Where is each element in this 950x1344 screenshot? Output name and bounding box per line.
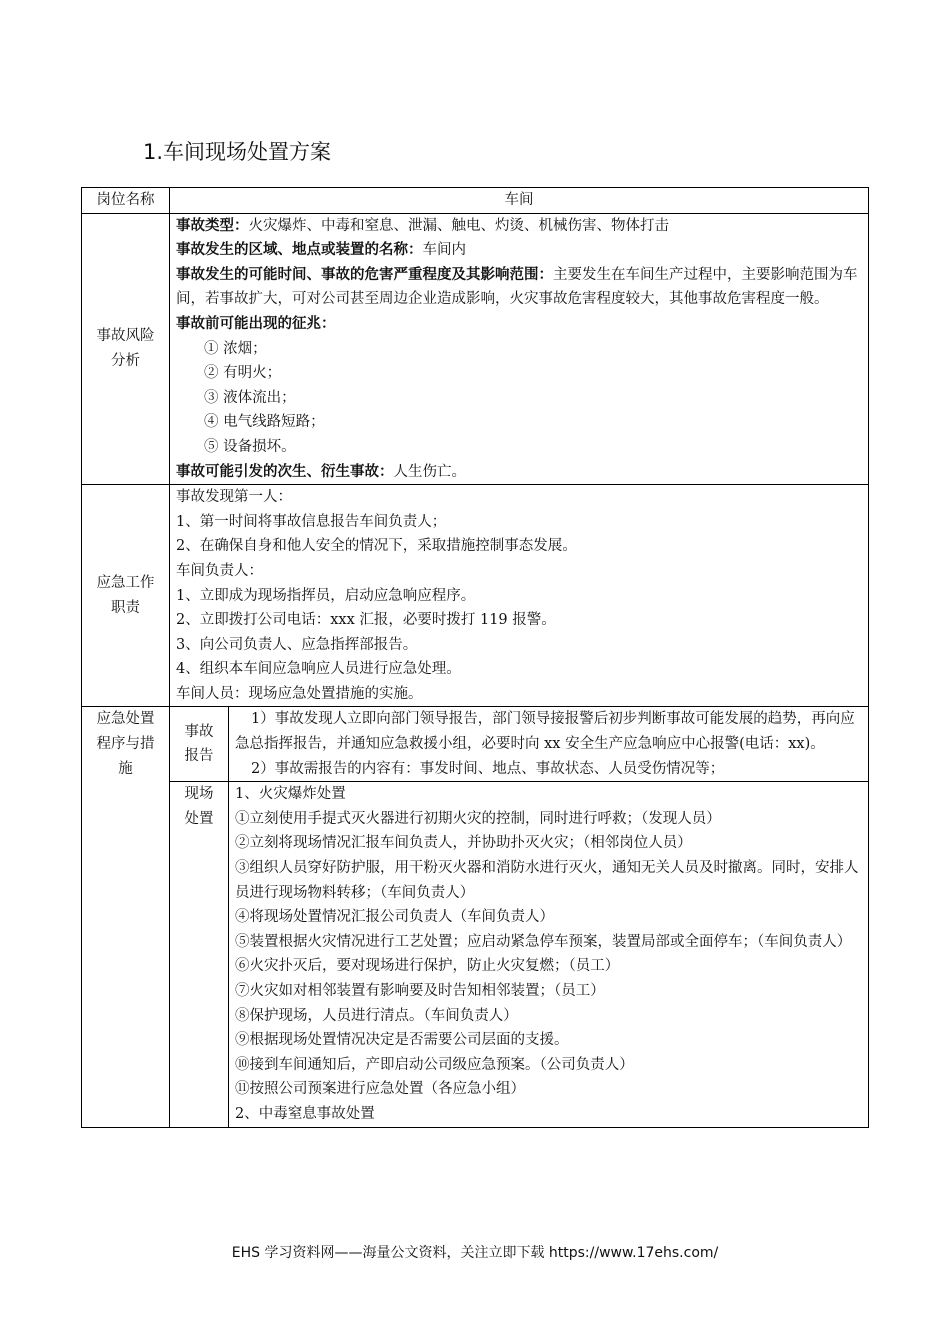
report-label: 事故 报告: [170, 707, 229, 782]
report-content: [229, 707, 869, 782]
duty-line: 2、立即拨打公司电话：xxx 汇报，必要时拨打 119 报警。: [176, 612, 556, 629]
site-item: ②立刻将现场情况汇报车间负责人，并协助扑灭火灾；（相邻岗位人员）: [235, 835, 692, 852]
site-item: ⑤装置根据火灾情况进行工艺处置；应启动紧急停车预案，装置局部或全面停车；（车间负责人）: [235, 933, 852, 950]
page-title: 1.车间现场处置方案: [143, 140, 332, 164]
duty-line: 车间人员：现场应急处置措施的实施。: [176, 685, 423, 702]
duty-content: [170, 485, 869, 707]
site-item: ⑦火灾如对相邻装置有影响要及时告知相邻装置；（员工）: [235, 983, 605, 999]
site-heading-2: 2、中毒窒息事故处置: [235, 1105, 375, 1122]
site-item: ⑥火灾扑灭后，要对现场进行保护，防止火灾复燃；（员工）: [235, 958, 620, 975]
signs-heading: 事故前可能出现的征兆：: [176, 314, 336, 332]
site-heading: 1、火灾爆炸处置: [235, 786, 346, 803]
header-value: 车间: [170, 188, 869, 214]
report-item: 1）事故发现人立即向部门领导报告，部门领导接报警后初步判断事故可能发展的趋势，再向应急总指挥报告，并通知应急救援小组，必要时向 xx 安全生产应急响应中心报警(电话：xx)。: [235, 711, 855, 753]
site-item: ③组织人员穿好防护服，用干粉灭火器和消防水进行灭火，通知无关人员及时撤离。同时，安排人员进行现场物料转移；（车间负责人）: [235, 860, 859, 901]
duty-line: 1、立即成为现场指挥员，启动应急响应程序。: [176, 587, 476, 604]
site-label: 现场 处置: [170, 782, 229, 1127]
list-item: ④ 电气线路短路；: [204, 414, 325, 431]
duty-line: 车间负责人：: [176, 562, 263, 579]
duty-line: 4、组织本车间应急响应人员进行应急处理。: [176, 661, 461, 678]
header-label: 岗位名称: [82, 188, 170, 214]
duty-line: 3、向公司负责人、应急指挥部报告。: [176, 636, 418, 653]
emergency-plan-table: [81, 187, 869, 1128]
accident-area: 事故发生的区域、地点或装置的名称：车间内: [176, 241, 466, 259]
site-item: ④将现场处置情况汇报公司负责人（车间负责人）: [235, 909, 554, 926]
list-item: ③ 液体流出；: [204, 389, 296, 406]
table-row: [82, 782, 869, 1127]
risk-label: 事故风险 分析: [82, 213, 170, 485]
accident-time: 事故发生的可能时间、事故的危害严重程度及其影响范围：主要发生在车间生产过程中，主要影响范围为车间，若事故扩大，可对公司甚至周边企业造成影响，火灾事故危害程度较大，其他事故危害程度一般。: [176, 265, 858, 308]
site-item: ⑨根据现场处置情况决定是否需要公司层面的支援。: [235, 1032, 569, 1049]
list-item: ① 浓烟；: [204, 340, 267, 357]
site-item: ⑩接到车间通知后，产即启动公司级应急预案。（公司负责人）: [235, 1056, 634, 1073]
duty-line: 1、第一时间将事故信息报告车间负责人；: [176, 513, 447, 530]
risk-content: [170, 213, 869, 485]
procedure-label: 应急处置 程序与措 施: [82, 707, 170, 1127]
site-content: [229, 782, 869, 1127]
duty-line: 2、在确保自身和他人安全的情况下，采取措施控制事态发展。: [176, 538, 577, 555]
accident-type: 事故类型：火灾爆炸、中毒和窒息、泄漏、触电、灼烫、机械伤害、物体打击: [176, 216, 669, 234]
duty-line: 事故发现第一人：: [176, 489, 292, 506]
table-row: [82, 707, 869, 782]
table-row: [82, 485, 869, 707]
table-row: [82, 213, 869, 485]
report-item: 2）事故需报告的内容有：事发时间、地点、事故状态、人员受伤情况等；: [251, 760, 725, 777]
secondary-accident: 事故可能引发的次生、衍生事故：人生伤亡。: [176, 462, 466, 480]
table-row: [82, 188, 869, 214]
list-item: ⑤ 设备损坏。: [204, 438, 296, 455]
site-item: ⑧保护现场，人员进行清点。（车间负责人）: [235, 1007, 518, 1024]
site-item: ⑪按照公司预案进行应急处置（各应急小组）: [235, 1081, 525, 1098]
list-item: ② 有明火；: [204, 365, 282, 382]
footer: EHS 学习资料网——海量公文资料，关注立即下载 https://www.17ehs.com/: [231, 1245, 719, 1261]
duty-label: 应急工作 职责: [82, 485, 170, 707]
site-item: ①立刻使用手提式灭火器进行初期火灾的控制，同时进行呼救；（发现人员）: [235, 810, 721, 827]
